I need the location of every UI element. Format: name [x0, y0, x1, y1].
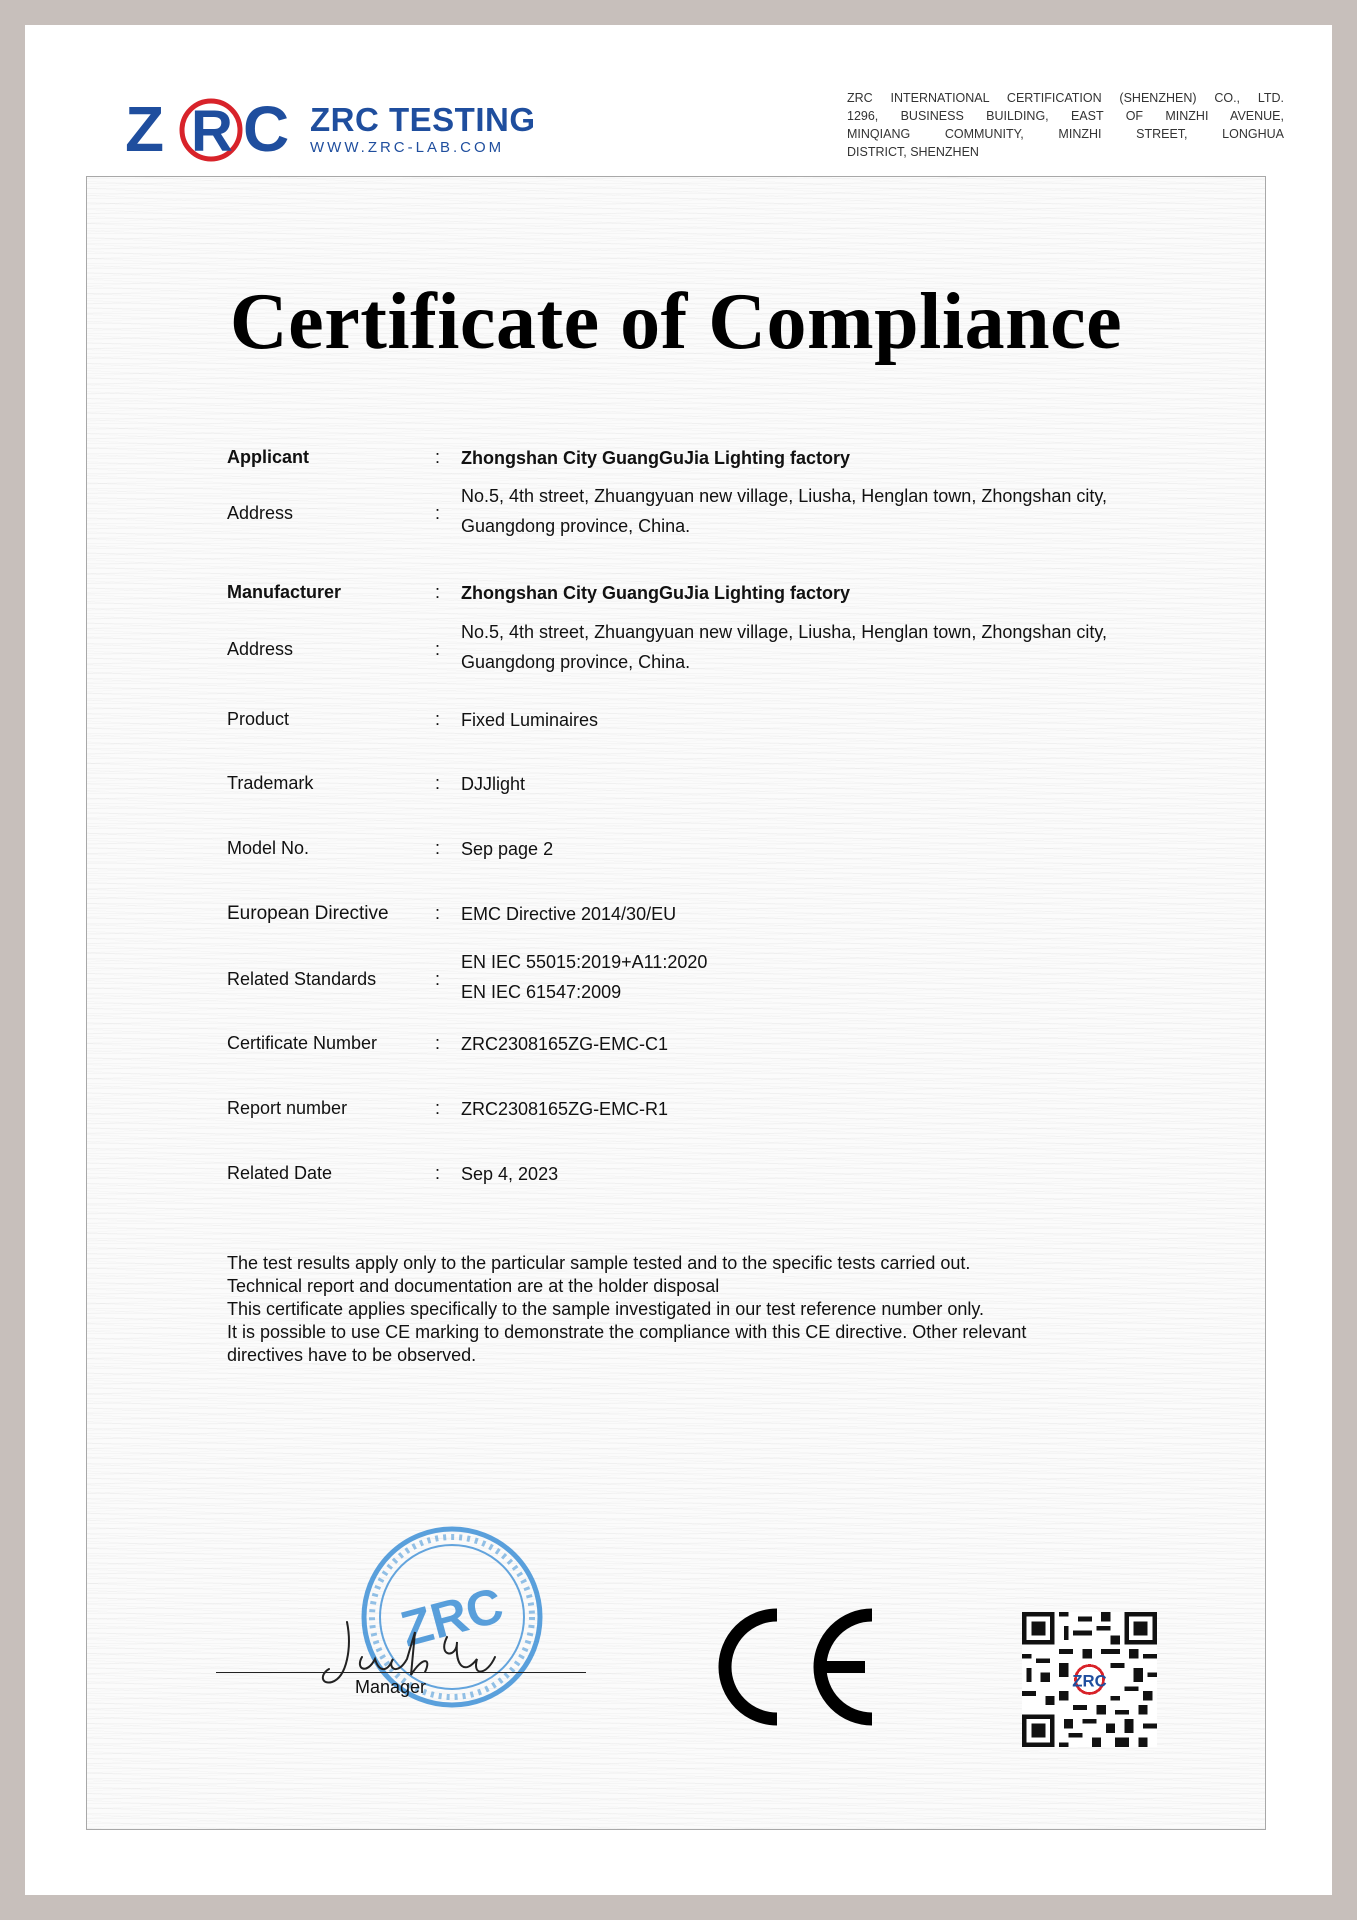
field-label: Trademark: [227, 773, 314, 793]
field-colon: :: [435, 1098, 441, 1118]
field-value: Sep 4, 2023: [461, 1164, 559, 1184]
field-label: Certificate Number: [227, 1033, 378, 1053]
note-line: It is possible to use CE marking to demonstrate the compliance with this CE directive. Other relevant: [227, 1322, 1027, 1342]
note-line: The test results apply only to the particular sample tested and to the specific tests carried out.: [227, 1253, 971, 1273]
logo-url: WWW.ZRC-LAB.COM: [310, 139, 505, 156]
manager-label: Manager: [355, 1677, 427, 1697]
field-value: Zhongshan City GuangGuJia Lighting factory: [461, 448, 851, 468]
svg-text:C: C: [243, 93, 290, 163]
field-value: ZRC2308165ZG-EMC-C1: [461, 1034, 669, 1054]
field-value: EN IEC 55015:2019+A11:2020: [461, 952, 708, 972]
field-label: Product: [227, 709, 290, 729]
company-address: [847, 89, 1284, 161]
field-value: DJJlight: [461, 774, 526, 794]
field-label: Address: [227, 639, 294, 659]
company-line: ZRC INTERNATIONAL CERTIFICATION (SHENZHEN) CO., LTD.: [847, 91, 1284, 105]
svg-text:Z: Z: [125, 93, 165, 163]
field-value: No.5, 4th street, Zhuangyuan new village, Liusha, Henglan town, Zhongshan city, Guangdong province, China.: [461, 622, 1108, 672]
field-colon: :: [435, 447, 441, 467]
qr-logo-text: ZRC: [1072, 1671, 1107, 1691]
certificate-sheet: [25, 25, 1332, 1895]
field-colon: :: [435, 639, 441, 659]
field-colon: :: [435, 838, 441, 858]
company-line: MINQIANG COMMUNITY, MINZHI STREET, LONGHUA: [847, 127, 1284, 141]
company-line: 1296, BUSINESS BUILDING, EAST OF MINZHI AVENUE,: [847, 109, 1284, 123]
field-colon: :: [435, 903, 441, 923]
field-label: Related Standards: [227, 969, 377, 989]
field-value: Fixed Luminaires: [461, 710, 599, 730]
field-colon: :: [435, 969, 441, 989]
field-value: No.5, 4th street, Zhuangyuan new village, Liusha, Henglan town, Zhongshan city, Guangdong province, China.: [461, 486, 1108, 536]
field-label: Related Date: [227, 1163, 333, 1183]
field-label: European Directive: [227, 903, 389, 924]
certificate-title: Certificate of Compliance: [229, 278, 1123, 366]
svg-text:R: R: [191, 99, 233, 163]
note-line: directives have to be observed.: [227, 1345, 477, 1365]
field-label: Model No.: [227, 838, 310, 858]
ce-mark-icon: [707, 1607, 882, 1727]
note-line: Technical report and documentation are at the holder disposal: [227, 1276, 720, 1296]
signature-line: [216, 1672, 586, 1673]
field-colon: :: [435, 773, 441, 793]
certificate-frame: [86, 176, 1266, 1830]
field-colon: :: [435, 503, 441, 523]
field-label: Applicant: [227, 447, 310, 467]
zrc-logo-mark: [125, 93, 305, 163]
field-value: EN IEC 61547:2009: [461, 982, 622, 1002]
note-line: This certificate applies specifically to the sample investigated in our test reference number only.: [227, 1299, 985, 1319]
logo-title: ZRC TESTING: [310, 101, 536, 138]
field-label: Address: [227, 503, 294, 523]
field-label: Report number: [227, 1098, 348, 1118]
field-colon: :: [435, 709, 441, 729]
field-colon: :: [435, 1033, 441, 1053]
field-colon: :: [435, 1163, 441, 1183]
field-value: Zhongshan City GuangGuJia Lighting factory: [461, 583, 851, 603]
stamp-text: ZRC: [395, 1576, 509, 1658]
field-value: ZRC2308165ZG-EMC-R1: [461, 1099, 669, 1119]
field-value: EMC Directive 2014/30/EU: [461, 904, 677, 924]
company-line: DISTRICT, SHENZHEN: [847, 145, 979, 159]
zrc-logo: [125, 93, 565, 173]
certificate-notes: [227, 1252, 1167, 1367]
qr-code-icon: [1022, 1612, 1157, 1747]
field-value: Sep page 2: [461, 839, 554, 859]
field-label: Manufacturer: [227, 582, 342, 602]
field-colon: :: [435, 582, 441, 602]
